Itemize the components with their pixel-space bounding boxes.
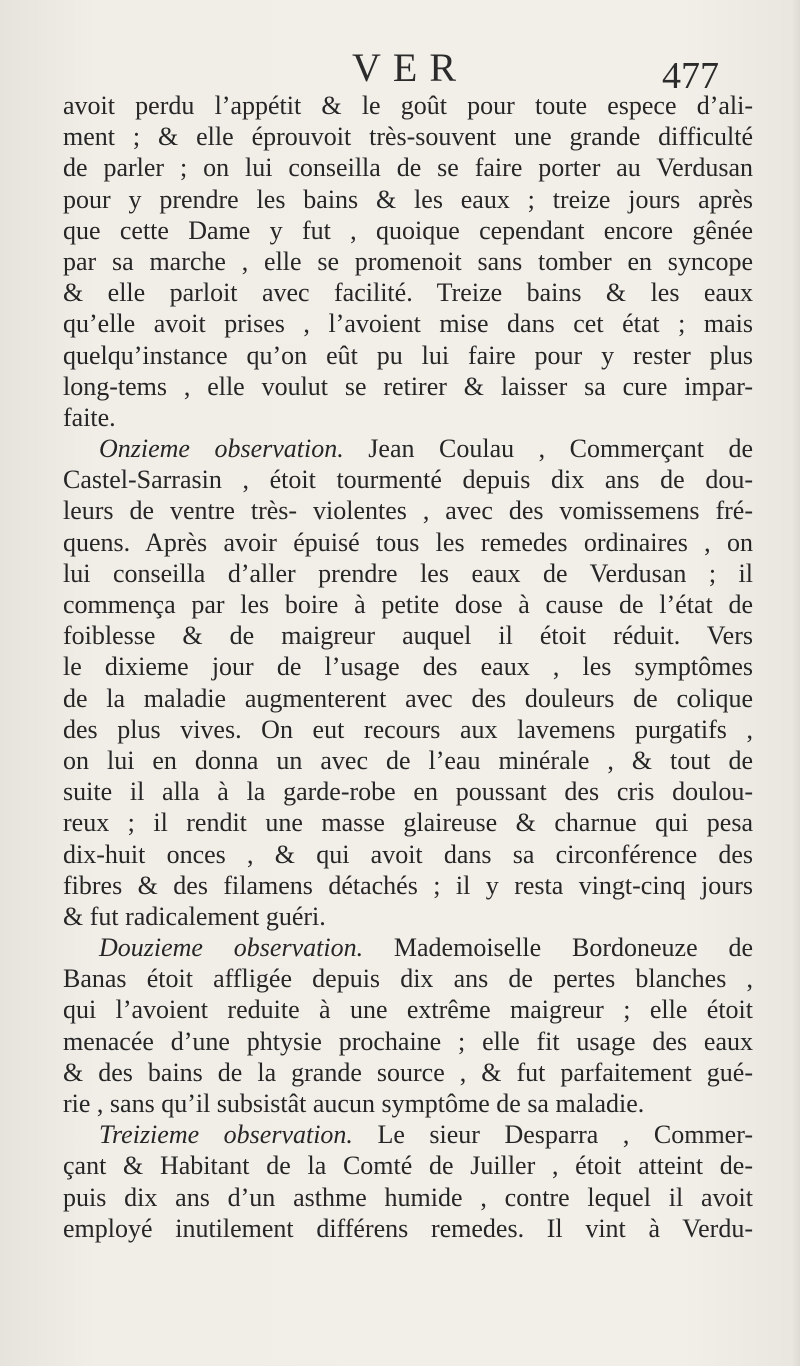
text-line: & fut radicalement guéri.: [63, 901, 326, 931]
text-line: fibres & des filamens détachés ; il y resta vingt-cinq jours: [63, 870, 753, 900]
page-header: [0, 44, 800, 97]
text-line: avoit perdu l’appétit & le goût pour toute espece d’ali-: [63, 91, 753, 120]
text-line: menacée d’une phtysie prochaine ; elle fit usage des eaux: [63, 1026, 753, 1056]
text-line: Castel-Sarrasin , étoit tourmenté depuis dix ans de dou-: [63, 465, 753, 495]
text-line: que cette Dame y fut , quoique cependant encore gênée: [63, 215, 753, 245]
text-line: ment ; & elle éprouvoit très-souvent une grande difficulté: [63, 122, 753, 152]
text-line: commença par les boire à petite dose à cause de l’état de: [63, 590, 753, 619]
observation-11-heading: Onzieme observation.: [99, 434, 344, 464]
text-line: dix-huit onces , & qui avoit dans sa circonférence des: [63, 839, 753, 869]
text-line: quens. Après avoir épuisé tous les remedes ordinaires , on: [63, 527, 753, 557]
text-line: & des bains de la grande source , & fut parfaitement gué-: [63, 1057, 753, 1087]
page-number: 477: [662, 55, 719, 97]
text-line: des plus vives. On eut recours aux lavemens purgatifs ,: [63, 714, 753, 744]
text-line: le dixieme jour de l’usage des eaux , les symptômes: [63, 652, 753, 682]
text-line: leurs de ventre très- violentes , avec des vomissemens fré-: [63, 496, 753, 526]
text-line: pour y prendre les bains & les eaux ; treize jours après: [63, 184, 753, 214]
text-line: suite il alla à la garde-robe en poussant des cris doulou-: [63, 777, 753, 807]
text-line: lui conseilla d’aller prendre les eaux de Verdusan ; il: [63, 558, 753, 588]
observation-12-heading: Douzieme observation.: [99, 933, 364, 963]
text-run: Mademoiselle Bordoneuze de: [393, 933, 753, 963]
text-line: & elle parloit avec facilité. Treize bains & les eaux: [63, 278, 753, 308]
text-line: faite.: [63, 402, 116, 432]
text-line: Banas étoit affligée depuis dix ans de pertes blanches ,: [63, 964, 753, 994]
text-line: qu’elle avoit prises , l’avoient mise dans cet état ; mais: [63, 309, 753, 339]
running-head: VER: [352, 45, 468, 90]
text-line: quelqu’instance qu’on eût pu lui faire pour y rester plus: [63, 340, 753, 370]
text-run: Jean Coulau , Commerçant de: [368, 434, 753, 464]
text-line: reux ; il rendit une masse glaireuse & charnue qui pesa: [63, 808, 753, 838]
text-line: puis dix ans d’un asthme humide , contre lequel il avoit: [63, 1182, 753, 1212]
text-line: de parler ; on lui conseilla de se faire porter au Verdusan: [63, 153, 753, 183]
observation-13-heading: Treizieme observation.: [99, 1120, 353, 1150]
text-line: employé inutilement différens remedes. Il vint à Verdu-: [63, 1213, 753, 1243]
text-run: Le sieur Desparra , Commer-: [377, 1120, 753, 1150]
observation-12-first-line: [63, 932, 753, 963]
text-line: de la maladie augmenterent avec des douleurs de colique: [63, 683, 753, 713]
text-line: rie , sans qu’il subsistât aucun symptôme de sa maladie.: [63, 1089, 645, 1118]
text-line: long-tems , elle voulut se retirer & laisser sa cure impar-: [63, 371, 753, 401]
text-line: par sa marche , elle se promenoit sans tomber en syncope: [63, 246, 753, 276]
text-line: foiblesse & de maigreur auquel il étoit réduit. Vers: [63, 621, 753, 651]
observation-13-first-line: [63, 1119, 753, 1150]
text-line: çant & Habitant de la Comté de Juiller , étoit atteint de-: [63, 1151, 753, 1181]
text-line: on lui en donna un avec de l’eau minérale , & tout de: [63, 745, 753, 775]
page-edge-shadow: [792, 0, 800, 1366]
observation-11-first-line: [63, 433, 753, 464]
body-text: [63, 90, 753, 1244]
text-line: qui l’avoient reduite à une extrême maigreur ; elle étoit: [63, 995, 753, 1025]
